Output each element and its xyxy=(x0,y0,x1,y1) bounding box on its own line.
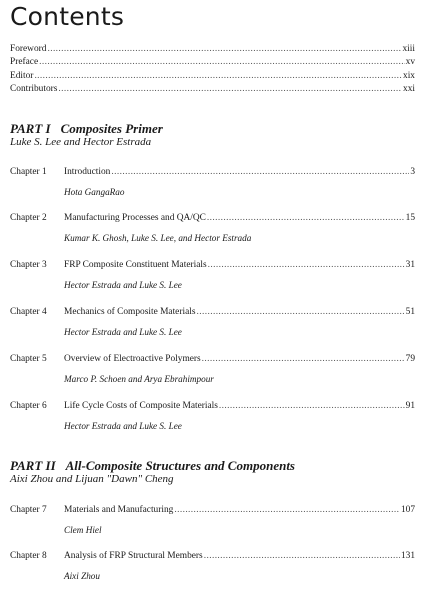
part-title-line xyxy=(10,458,430,473)
dot-leader xyxy=(208,259,405,271)
chapter-page: 31 xyxy=(405,260,415,270)
front-matter-page: xiii xyxy=(402,44,415,54)
chapter-title: FRP Composite Constituent Materials xyxy=(64,260,207,270)
part-number: PART II xyxy=(10,458,56,473)
chapter-title: Introduction xyxy=(64,167,111,177)
chapter-entry[interactable] xyxy=(10,259,415,291)
chapter-entry[interactable] xyxy=(10,504,415,536)
dot-leader xyxy=(219,400,405,412)
chapter-number: Chapter 4 xyxy=(10,307,47,317)
dot-leader xyxy=(47,43,401,56)
front-matter-page: xxi xyxy=(403,84,415,95)
chapter-entry[interactable] xyxy=(10,166,415,198)
part-heading xyxy=(10,458,430,486)
front-matter-item[interactable] xyxy=(10,83,415,96)
chapter-authors: Hector Estrada and Luke S. Lee xyxy=(64,421,182,431)
chapter-authors: Hota GangaRao xyxy=(64,187,125,197)
chapter-title: Life Cycle Costs of Composite Materials xyxy=(64,401,218,411)
dot-leader xyxy=(174,504,400,516)
dot-leader xyxy=(39,56,405,69)
chapter-authors: Kumar K. Ghosh, Luke S. Lee, and Hector Estrada xyxy=(64,233,252,243)
chapter-number: Chapter 2 xyxy=(10,213,47,223)
chapter-page: 107 xyxy=(400,505,415,515)
page-title: Contents xyxy=(10,2,125,31)
chapter-title: Analysis of FRP Structural Members xyxy=(64,551,203,561)
part-title-line xyxy=(10,121,430,136)
part-title: All-Composite Structures and Components xyxy=(65,458,295,473)
front-matter-label: Contributors xyxy=(10,84,58,95)
part-authors: Luke S. Lee and Hector Estrada xyxy=(10,136,152,148)
part-heading xyxy=(10,121,430,149)
chapter-title: Overview of Electroactive Polymers xyxy=(64,354,201,364)
front-matter-list xyxy=(10,43,415,97)
chapter-number: Chapter 7 xyxy=(10,505,47,515)
dot-leader xyxy=(58,83,402,96)
chapter-entry[interactable] xyxy=(10,400,415,432)
chapter-authors: Marco P. Schoen and Arya Ebrahimpour xyxy=(64,374,214,384)
dot-leader xyxy=(202,353,405,365)
dot-leader xyxy=(34,70,402,83)
part-authors: Aixi Zhou and Lijuan "Dawn" Cheng xyxy=(10,473,174,485)
dot-leader xyxy=(111,166,409,178)
chapter-entry[interactable] xyxy=(10,212,415,244)
front-matter-label: Foreword xyxy=(10,44,47,54)
front-matter-item[interactable] xyxy=(10,56,415,69)
chapter-authors: Hector Estrada and Luke S. Lee xyxy=(64,280,182,290)
chapter-title: Manufacturing Processes and QA/QC xyxy=(64,213,206,223)
chapter-entry[interactable] xyxy=(10,550,415,582)
front-matter-page: xix xyxy=(403,70,415,81)
part-title: Composites Primer xyxy=(60,121,163,136)
chapter-entry[interactable] xyxy=(10,306,415,338)
chapter-authors: Hector Estrada and Luke S. Lee xyxy=(64,327,182,337)
chapter-number: Chapter 6 xyxy=(10,401,47,411)
chapter-page: 3 xyxy=(410,167,415,177)
chapter-page: 131 xyxy=(400,551,415,561)
front-matter-label: Editor xyxy=(10,70,34,81)
chapter-number: Chapter 5 xyxy=(10,354,47,364)
chapter-number: Chapter 1 xyxy=(10,167,47,177)
chapter-page: 91 xyxy=(405,401,415,411)
dot-leader xyxy=(204,550,400,562)
chapter-authors: Clem Hiel xyxy=(64,525,102,535)
dot-leader xyxy=(196,306,404,318)
chapter-authors: Aixi Zhou xyxy=(64,571,100,581)
front-matter-item[interactable] xyxy=(10,70,415,83)
chapter-page: 15 xyxy=(405,213,415,223)
dot-leader xyxy=(207,212,405,224)
chapter-title: Mechanics of Composite Materials xyxy=(64,307,196,317)
front-matter-item[interactable] xyxy=(10,43,415,56)
chapter-number: Chapter 3 xyxy=(10,260,47,270)
front-matter-label: Preface xyxy=(10,57,39,68)
chapter-number: Chapter 8 xyxy=(10,551,47,561)
chapter-page: 51 xyxy=(405,307,415,317)
front-matter-page: xv xyxy=(405,57,415,68)
part-number: PART I xyxy=(10,121,51,136)
chapter-page: 79 xyxy=(405,354,415,364)
chapter-title: Materials and Manufacturing xyxy=(64,505,174,515)
chapter-entry[interactable] xyxy=(10,353,415,385)
